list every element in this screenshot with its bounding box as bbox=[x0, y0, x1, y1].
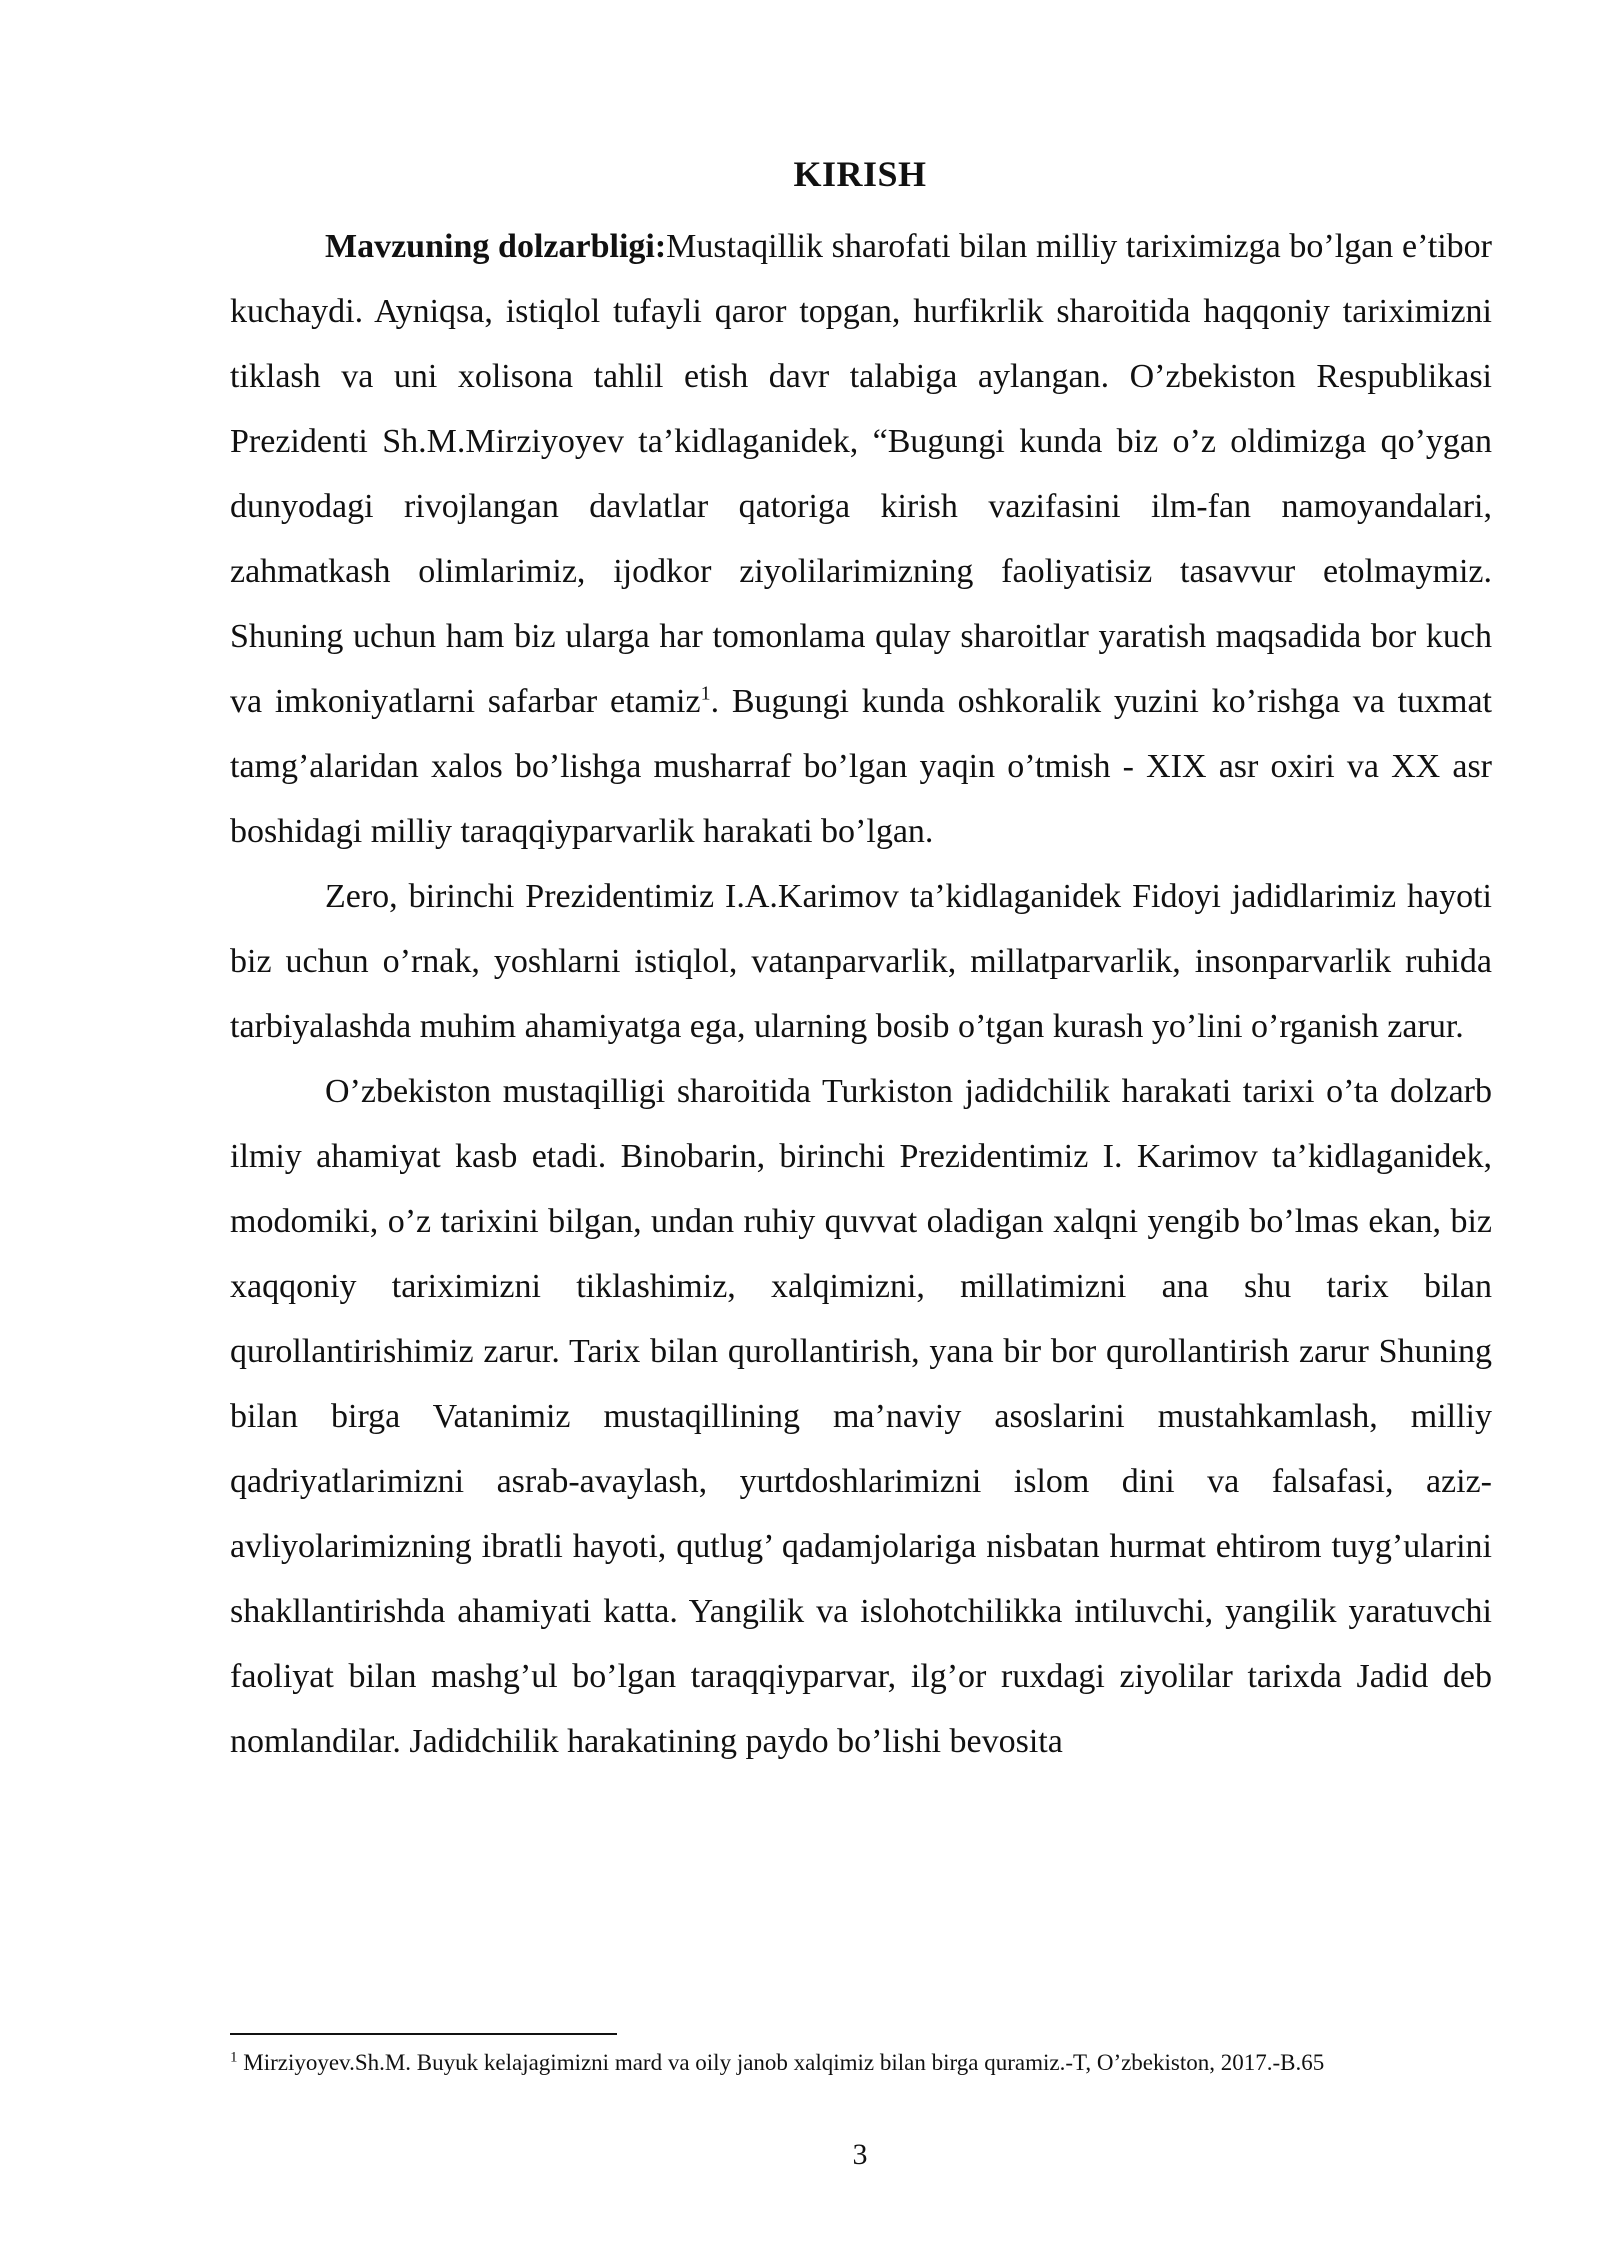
body-text bbox=[230, 214, 1492, 1774]
paragraph-relevance bbox=[230, 214, 1492, 864]
footnote-text: Mirziyoyev.Sh.M. Buyuk kelajagimizni mard va oily janob xalqimiz bilan birga quramiz.-T, O’zbekiston, 2017.-B.65 bbox=[237, 2050, 1325, 2075]
paragraph-lead: Mavzuning dolzarbligi: bbox=[325, 228, 667, 265]
footnote-marker: 1 bbox=[230, 2049, 238, 2066]
footnote bbox=[230, 2046, 1492, 2079]
paragraph-karimov: Zero, birinchi Prezidentimiz I.A.Karimov ta’kidlaganidek Fidoyi jadidlarimiz hayoti biz uchun o’rnak, yoshlarni istiqlol, vatanparvarlik, millatparvarlik, insonparvarlik ruhida tarbiyalashda muhim ahamiyatga ega, ularning bosib o’tgan kurash yo’lini o’rganish zarur. bbox=[230, 878, 1492, 1045]
footnote-separator bbox=[230, 2033, 617, 2035]
page-number: 3 bbox=[852, 2138, 868, 2171]
paragraph-independence: O’zbekiston mustaqilligi sharoitida Turkiston jadidchilik harakati tarixi o’ta dolzarb ilmiy ahamiyat kasb etadi. Binobarin, birinchi Prezidentimiz I. Karimov ta’kidlaganidek, modomiki, o’z tarixini bilgan, undan ruhiy quvvat oladigan xalqni yengib bo’lmas ekan, biz xaqqoniy tariximizni tiklashimiz, xalqimizni, millatimizni ana shu tarix bilan qurollantirishimiz zarur. Tarix bilan qurollantirish, yana bir bor qurollantirish zarur Shuning bilan birga Vatanimiz mustaqillining ma’naviy asoslarini mustahkamlash, milliy qadriyatlarimizni asrab-avaylash, yurtdoshlarimizni islom dini va falsafasi, aziz-avliyolarimizning ibratli hayoti, qutlug’ qadamjolariga nisbatan hurmat ehtirom tuyg’ularini shakllantirishda ahamiyati katta. Yangilik va islohotchilikka intiluvchi, yangilik yaratuvchi faoliyat bilan mashg’ul bo’lgan taraqqiyparvar, ilg’or ruxdagi ziyolilar tarixda Jadid deb nomlandilar. Jadidchilik harakatining paydo bo’lishi bevosita bbox=[230, 1073, 1492, 1760]
section-heading: KIRISH bbox=[793, 154, 927, 194]
paragraph-text: Mustaqillik sharofati bilan milliy tariximizga bo’lgan e’tibor kuchaydi. Ayniqsa, istiqlol tufayli qaror topgan, hurfikrlik sharoitida haqqoniy tariximizni tiklash va uni xolisona tahlil etish davr talabiga aylangan. O’zbekiston Respublikasi Prezidenti Sh.M.Mirziyoyev ta’kidlaganidek, “Bugungi kunda biz o’z oldimizga qo’ygan dunyodagi rivojlangan davlatlar qatoriga kirish vazifasini ilm-fan namoyandalari, zahmatkash olimlarimiz, ijodkor ziyolilarimizning faoliyatisiz tasavvur etolmaymiz. Shuning uchun ham biz ularga har tomonlama qulay sharoitlar yaratish maqsadida bor kuch va imkoniyatlarni safarbar etamiz bbox=[230, 228, 1492, 720]
paragraph-text-continued: . Bugungi kunda oshkoralik yuzini ko’rishga va tuxmat tamg’alaridan xalos bo’lishga musharraf bo’lgan yaqin o’tmish - XIX asr oxiri va XX asr boshidagi milliy taraqqiyparvarlik harakati bo’lgan. bbox=[230, 683, 1493, 850]
footnote-reference[interactable]: 1 bbox=[700, 682, 711, 705]
